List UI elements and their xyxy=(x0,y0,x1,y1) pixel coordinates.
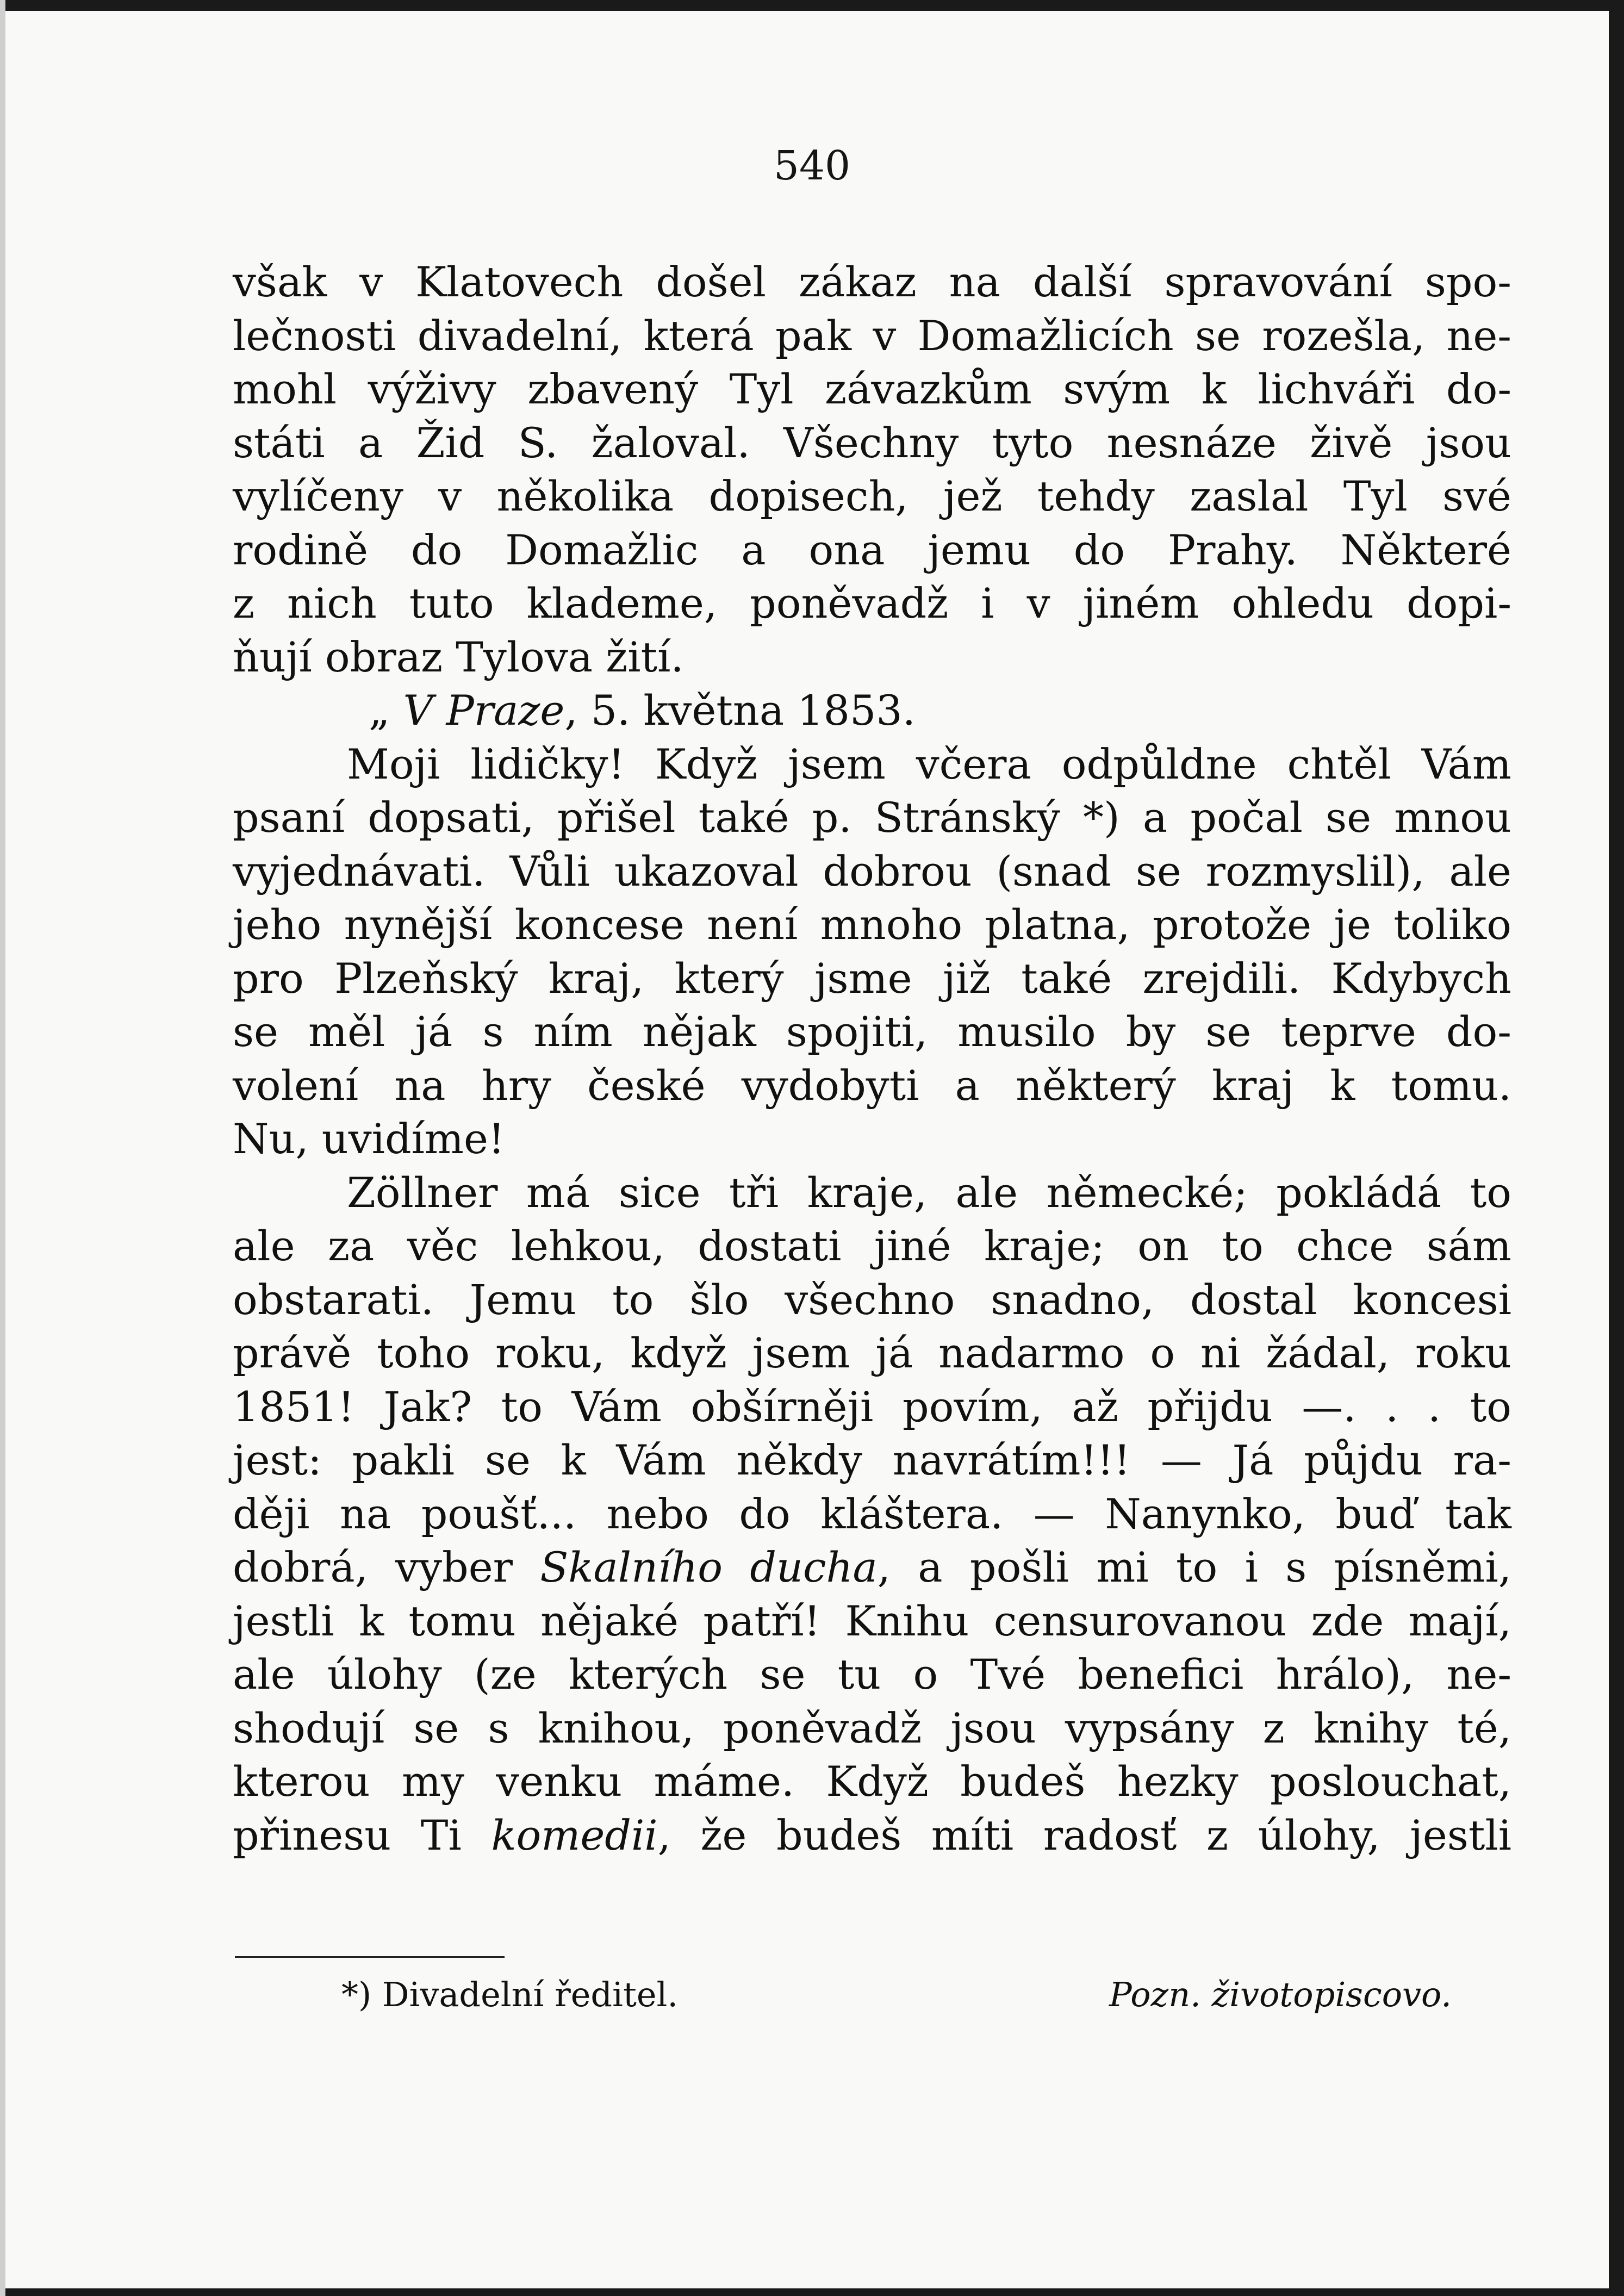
text-line: volení na hry české vydobyti a některý kraj k tomu. xyxy=(233,1061,1511,1110)
text-line: Zöllner má sice tři kraje, ale německé; pokládá to xyxy=(347,1168,1511,1217)
text-line: se měl já s ním nějak spojiti, musilo by se teprve do- xyxy=(233,1007,1511,1056)
text-line: jeho nynější koncese není mnoho platna, protože je toliko xyxy=(233,900,1511,949)
text-line: vylíčeny v několika dopisech, jež tehdy zaslal Tyl své xyxy=(233,472,1511,520)
text-line: jestli k tomu nějaké patří! Knihu censurovanou zde mají, xyxy=(233,1596,1511,1645)
text-segment: , že budeš míti radosť z úlohy, jestli xyxy=(657,1810,1511,1859)
text-segment: , a pošli mi to i s písněmi, xyxy=(877,1543,1511,1591)
text-segment: dobrá, vyber xyxy=(233,1543,540,1591)
text-line: ale za věc lehkou, dostati jiné kraje; on to chce sám xyxy=(233,1222,1511,1270)
text-line-with-italic xyxy=(233,1809,1511,1863)
main-text xyxy=(233,256,1511,1862)
page-number: 540 xyxy=(773,142,851,189)
text-line-with-title xyxy=(233,1541,1511,1595)
scan-border-left xyxy=(0,0,5,2296)
scan-border-right xyxy=(1609,0,1624,2296)
text-line: Nu, uvidíme! xyxy=(233,1115,505,1163)
footnote-note: Pozn. životopiscovo. xyxy=(1109,1975,1452,2014)
text-line: ňují obraz Tylova žití. xyxy=(233,632,684,681)
text-line: však v Klatovech došel zákaz na další spravování spo- xyxy=(233,258,1511,306)
text-line: obstarati. Jemu to šlo všechno snadno, dostal koncesi xyxy=(233,1275,1511,1324)
text-line: právě toho roku, když jsem já nadarmo o ni žádal, roku xyxy=(233,1329,1511,1377)
italic-word: komedii xyxy=(491,1810,658,1859)
text-line: vyjednávati. Vůli ukazoval dobrou (snad se rozmyslil), ale xyxy=(233,847,1511,895)
text-line: 1851! Jak? to Vám obšírněji povím, až přijdu —. . . to xyxy=(233,1382,1511,1431)
text-line: z nich tuto klademe, poněvadž i v jiném ohledu dopi- xyxy=(233,579,1511,627)
text-line: pro Plzeňský kraj, který jsme již také zrejdili. Kdybych xyxy=(233,954,1511,1003)
date-rest: , 5. května 1853. xyxy=(564,686,916,735)
text-line: ale úlohy (ze kterých se tu o Tvé benefici hrálo), ne- xyxy=(233,1650,1511,1698)
text-line: ději na poušť... nebo do kláštera. — Nanynko, buď tak xyxy=(233,1489,1511,1538)
text-segment: přinesu Ti xyxy=(233,1810,491,1859)
text-line: státi a Žid S. žaloval. Všechny tyto nesnáze živě jsou xyxy=(233,418,1511,467)
scan-border-top xyxy=(0,0,1624,11)
letter-date xyxy=(233,684,1511,738)
text-line: lečnosti divadelní, která pak v Domažlicích se rozešla, ne- xyxy=(233,311,1511,360)
text-line: shodují se s knihou, poněvadž jsou vypsány z knihy té, xyxy=(233,1703,1511,1752)
text-line: mohl výživy zbavený Tyl závazkům svým k lichváři do- xyxy=(233,365,1511,413)
text-line: kterou my venku máme. Když budeš hezky poslouchat, xyxy=(233,1757,1511,1806)
scan-border-bottom xyxy=(0,2288,1624,2296)
footnote-rule xyxy=(235,1956,505,1958)
text-line: rodině do Domažlic a ona jemu do Prahy. Některé xyxy=(233,525,1511,574)
footnote-text: *) Divadelní ředitel. xyxy=(341,1975,679,2014)
date-place: V Praze xyxy=(403,686,565,735)
text-line: psaní dopsati, přišel také p. Stránský *) a počal se mnou xyxy=(233,793,1511,842)
text-line: Moji lidičky! Když jsem včera odpůldne chtěl Vám xyxy=(347,739,1511,788)
date-prefix: „ xyxy=(369,686,403,735)
play-title: Skalního ducha xyxy=(540,1543,878,1591)
text-line: jest: pakli se k Vám někdy navrátím!!! — Já půjdu ra- xyxy=(233,1436,1511,1484)
